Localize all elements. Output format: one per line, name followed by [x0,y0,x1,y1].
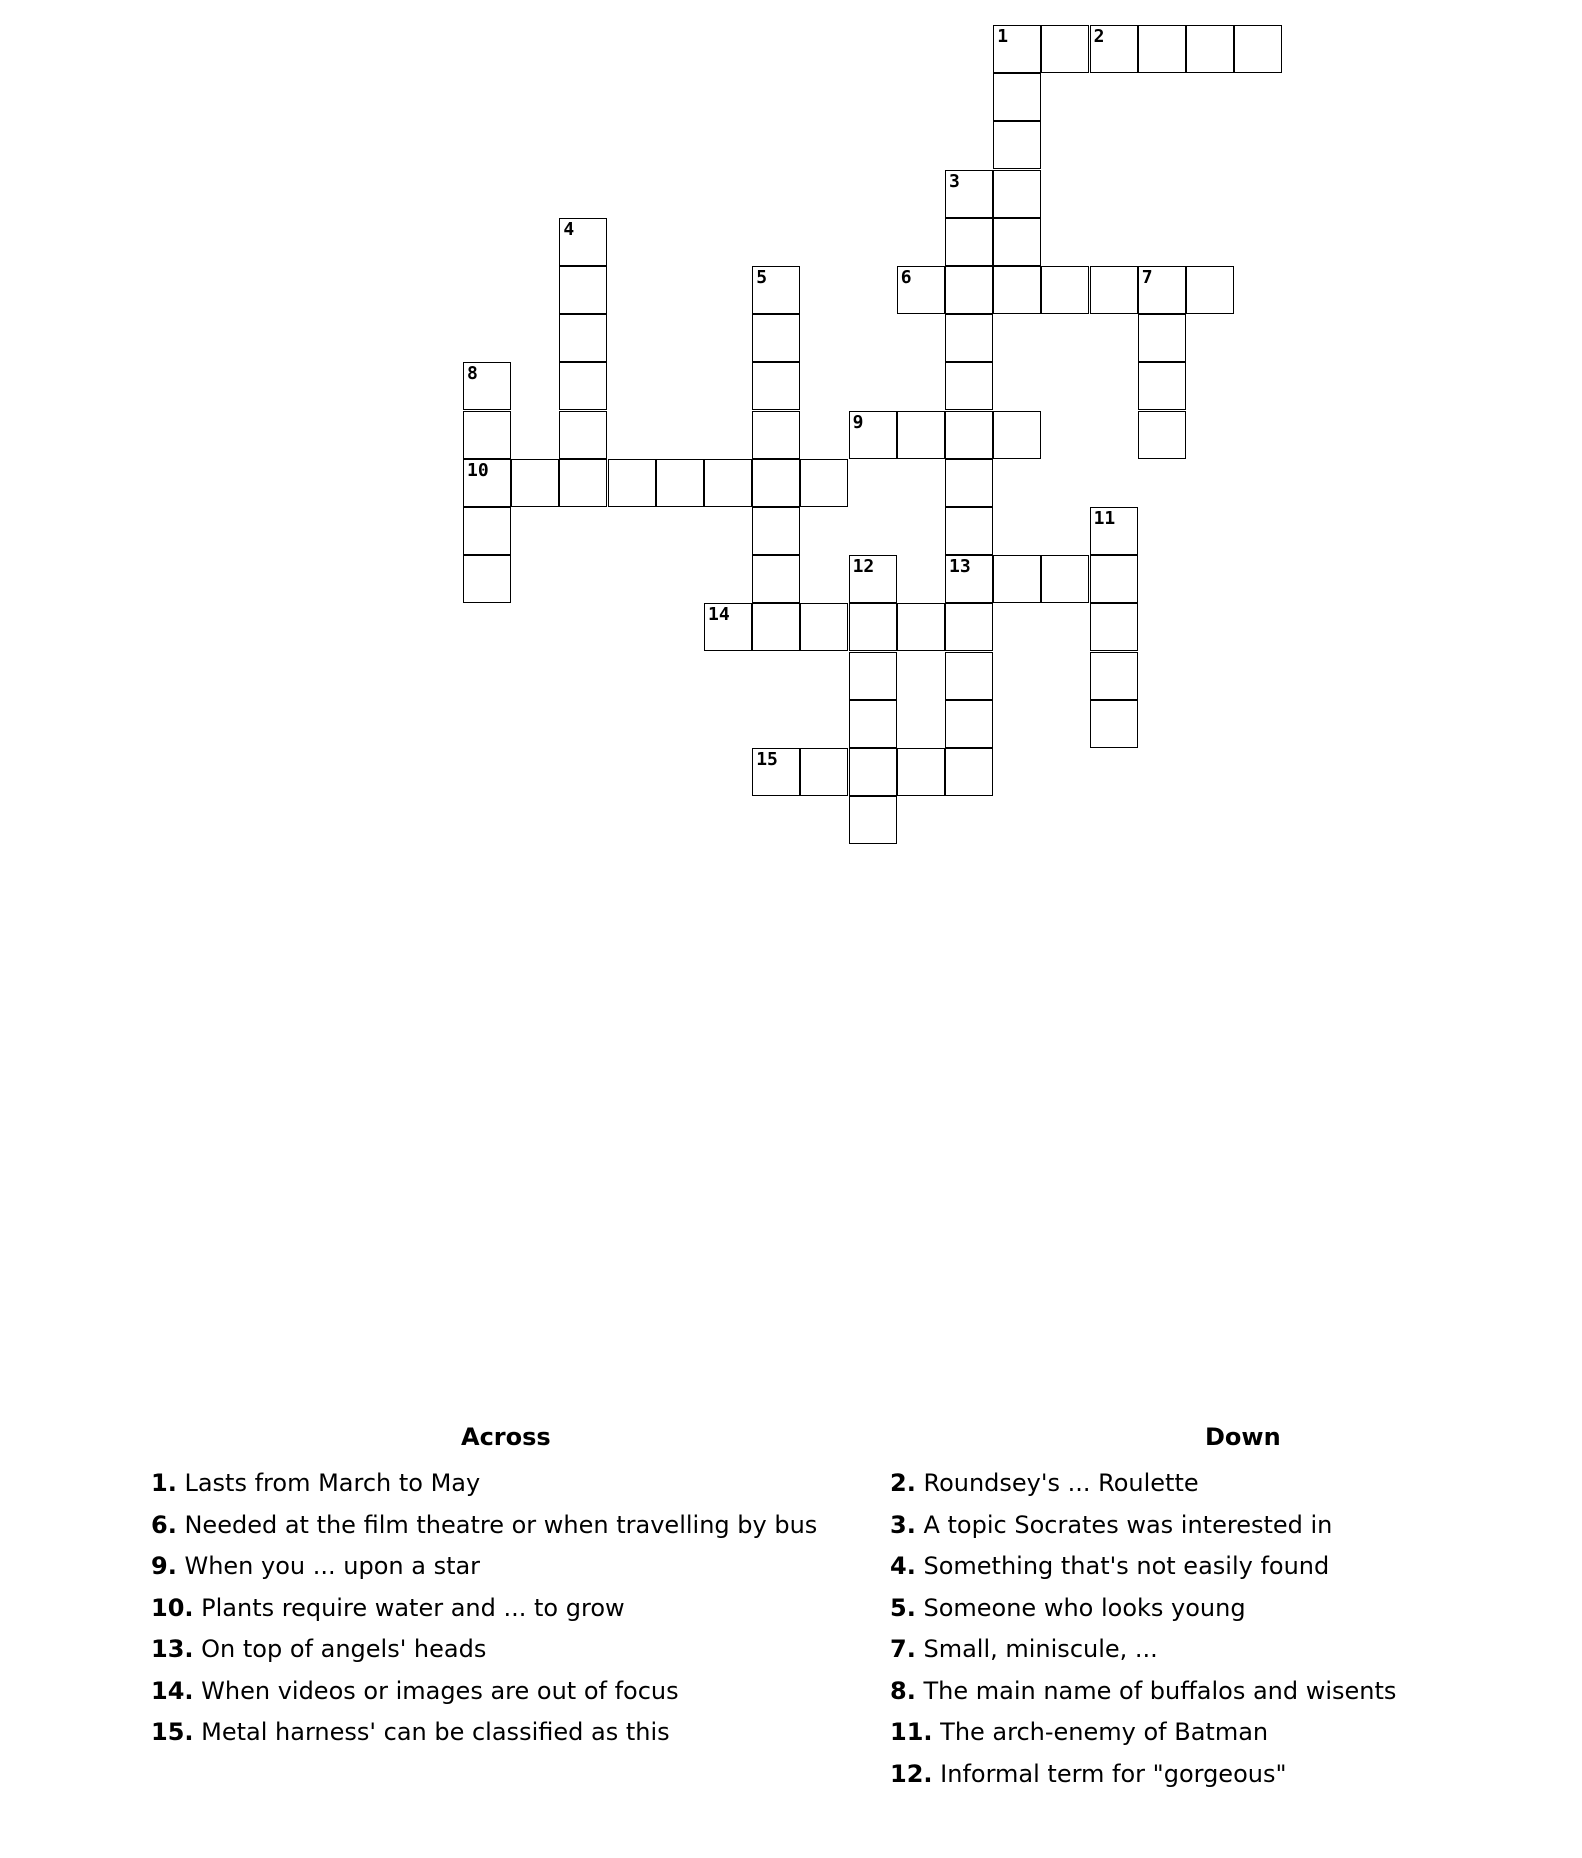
clue-text: Lasts from March to May [184,1469,481,1497]
crossword-cell[interactable] [1090,25,1138,73]
across-heading: Across [461,1423,551,1451]
crossword-grid [0,0,1582,860]
clue-text: Small, miniscule, ... [923,1635,1158,1663]
clue-number: 13. [151,1635,194,1663]
crossword-cell[interactable] [752,362,800,410]
clue-down-12 [890,1754,1490,1796]
clue-number: 15. [151,1718,194,1746]
clue-down-8 [890,1671,1490,1713]
across-clues [151,1425,851,1754]
crossword-cell[interactable] [993,170,1041,218]
clue-number: 9. [151,1552,177,1580]
crossword-cell[interactable] [945,748,993,796]
clue-text: The arch-enemy of Batman [940,1718,1269,1746]
crossword-cell[interactable] [1090,507,1138,555]
crossword-cell[interactable] [849,748,897,796]
cell-number: 13 [949,556,971,578]
crossword-cell[interactable] [608,459,656,507]
cell-number: 12 [852,556,875,578]
clue-text: A topic Socrates was interested in [923,1510,1333,1539]
clue-text: Plants require water and ... to grow [201,1593,625,1622]
crossword-cell[interactable] [945,652,993,700]
crossword-cell[interactable] [752,459,800,507]
crossword-cell[interactable] [1138,266,1186,314]
clue-text: Someone who looks young [923,1593,1246,1622]
crossword-cell[interactable] [1186,266,1234,314]
clue-number: 1. [151,1469,177,1497]
crossword-cell[interactable] [656,459,704,507]
clue-number: 14. [151,1676,194,1705]
clue-across-6 [151,1505,851,1547]
crossword-cell[interactable] [945,700,993,748]
crossword-cell[interactable] [849,652,897,700]
clue-text: Something that's not easily found [923,1552,1330,1580]
crossword-cell[interactable] [463,362,511,410]
crossword-cell[interactable] [463,507,511,555]
crossword-cell[interactable] [800,459,848,507]
crossword-cell[interactable] [752,748,800,796]
crossword-cell[interactable] [463,411,511,459]
clue-number: 8. [890,1676,916,1705]
cell-number: 10 [467,459,489,481]
clue-across-13 [151,1629,851,1671]
clue-text: Roundsey's ... Roulette [923,1469,1199,1497]
crossword-cell[interactable] [1090,700,1138,748]
crossword-cell[interactable] [1138,411,1186,459]
crossword-cell[interactable] [559,362,607,410]
clue-text: The main name of buffalos and wisents [923,1676,1397,1705]
clue-number: 7. [890,1635,916,1663]
cell-number: 2 [1093,26,1105,47]
clue-number: 12. [890,1759,933,1788]
crossword-cell[interactable] [1090,603,1138,651]
clue-text: When videos or images are out of focus [201,1676,679,1705]
clue-text: Informal term for "gorgeous" [940,1759,1287,1788]
crossword-cell[interactable] [897,603,945,651]
cell-number: 15 [756,749,778,770]
crossword-cell[interactable] [945,314,993,362]
crossword-cell[interactable] [559,411,607,459]
crossword-cell[interactable] [945,362,993,410]
down-heading: Down [1205,1423,1281,1451]
cell-number: 1 [997,26,1009,47]
clue-across-10 [151,1588,851,1630]
crossword-cell[interactable] [945,507,993,555]
clue-across-14 [151,1671,851,1713]
crossword-cell[interactable] [559,314,607,362]
cell-number: 8 [467,363,478,385]
cell-number: 5 [756,267,768,288]
clue-down-11 [890,1712,1490,1754]
cell-number: 9 [852,411,864,433]
crossword-cell[interactable] [752,266,800,314]
crossword-cell[interactable] [945,411,993,459]
crossword-cell[interactable] [511,459,559,507]
crossword-cell[interactable] [1138,25,1186,73]
crossword-cell[interactable] [849,796,897,844]
crossword-cell[interactable] [849,555,897,603]
crossword-cell[interactable] [1041,266,1089,314]
crossword-cell[interactable] [752,314,800,362]
clue-text: On top of angels' heads [201,1635,487,1663]
crossword-cell[interactable] [752,507,800,555]
cell-number: 6 [900,267,912,288]
clue-number: 4. [890,1552,916,1580]
crossword-cell[interactable] [800,748,848,796]
crossword-cell[interactable] [1041,555,1089,603]
crossword-cell[interactable] [945,603,993,651]
down-clues [890,1425,1490,1795]
cell-number: 11 [1093,508,1116,529]
clue-down-7 [890,1629,1490,1671]
crossword-cell[interactable] [945,266,993,314]
clue-down-3 [890,1505,1490,1547]
crossword-cell[interactable] [897,411,945,459]
crossword-cell[interactable] [1090,652,1138,700]
crossword-cell[interactable] [559,459,607,507]
crossword-cell[interactable] [463,459,511,507]
crossword-cell[interactable] [1234,25,1282,73]
crossword-cell[interactable] [849,411,897,459]
clue-number: 6. [151,1510,177,1539]
crossword-cell[interactable] [559,266,607,314]
crossword-cell[interactable] [993,411,1041,459]
clue-text: When you ... upon a star [184,1552,481,1580]
clue-number: 10. [151,1593,194,1622]
crossword-cell[interactable] [993,121,1041,169]
clue-across-9 [151,1546,851,1588]
crossword-cell[interactable] [800,603,848,651]
crossword-cell[interactable] [1186,25,1234,73]
cell-number: 14 [708,604,730,626]
clue-text: Needed at the film theatre or when travelling by bus [184,1510,818,1539]
crossword-cell[interactable] [752,411,800,459]
crossword-cell[interactable] [945,459,993,507]
crossword-cell[interactable] [559,218,607,266]
crossword-cell[interactable] [897,748,945,796]
clue-down-2 [890,1463,1490,1505]
crossword-cell[interactable] [993,25,1041,73]
crossword-cell[interactable] [1138,362,1186,410]
crossword-cell[interactable] [1090,266,1138,314]
cell-number: 3 [949,170,960,192]
crossword-cell[interactable] [1138,314,1186,362]
crossword-cell[interactable] [704,603,752,651]
clue-down-5 [890,1588,1490,1630]
clue-number: 11. [890,1718,933,1746]
crossword-cell[interactable] [849,700,897,748]
crossword-cell[interactable] [993,555,1041,603]
clue-across-1 [151,1463,851,1505]
crossword-cell[interactable] [1041,25,1089,73]
crossword-cell[interactable] [993,218,1041,266]
crossword-cell[interactable] [849,603,897,651]
clue-text: Metal harness' can be classified as this [201,1718,670,1746]
crossword-cell[interactable] [463,555,511,603]
clue-number: 5. [890,1593,916,1622]
crossword-cell[interactable] [752,603,800,651]
cell-number: 4 [563,218,575,240]
crossword-cell[interactable] [993,266,1041,314]
clue-down-4 [890,1546,1490,1588]
cell-number: 7 [1141,267,1153,288]
clue-number: 2. [890,1469,916,1497]
crossword-cell[interactable] [945,218,993,266]
crossword-cell[interactable] [752,555,800,603]
clue-number: 3. [890,1510,916,1539]
crossword-cell[interactable] [945,555,993,603]
crossword-cell[interactable] [1090,555,1138,603]
crossword-cell[interactable] [704,459,752,507]
clue-across-15 [151,1712,851,1754]
crossword-cell[interactable] [897,266,945,314]
crossword-cell[interactable] [945,170,993,218]
crossword-cell[interactable] [993,73,1041,121]
